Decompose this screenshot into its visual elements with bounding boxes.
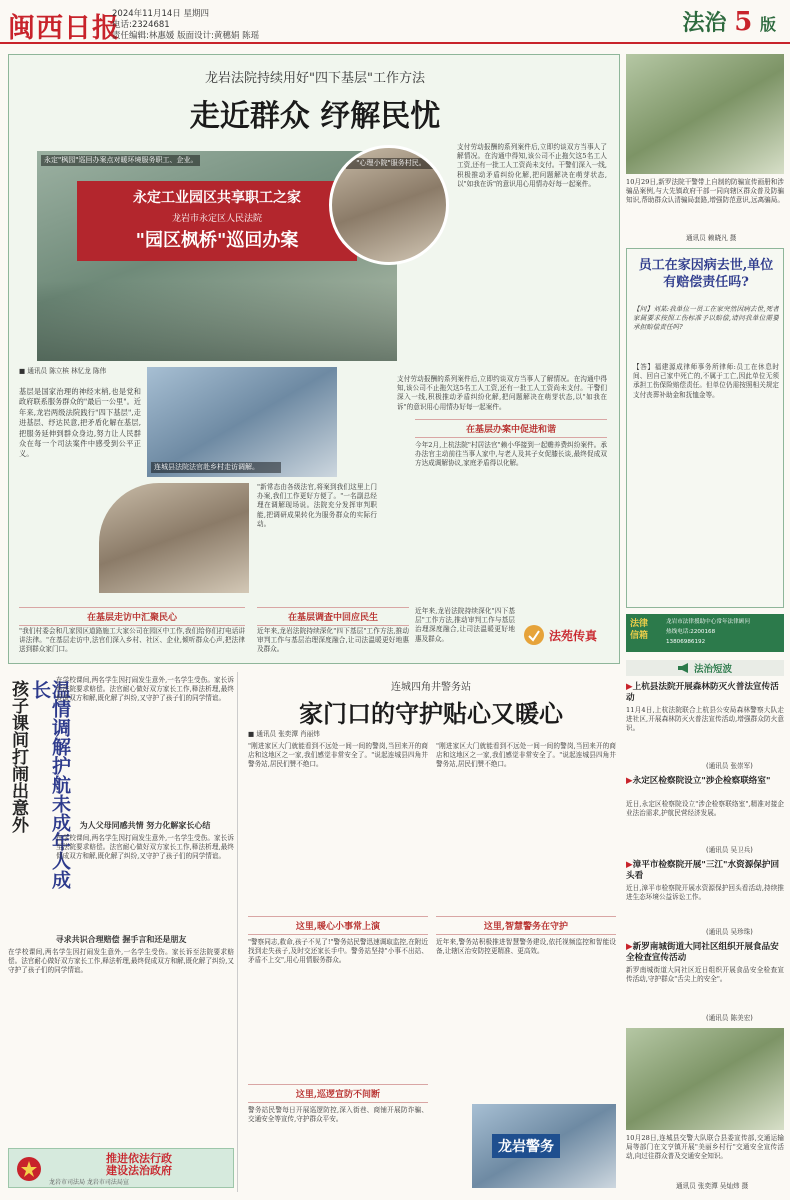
brief-1-text: 11月4日,上杭法院联合上杭县公安局森林警察大队走进社区,开展森林防灭火普法宣传活动,增强群众防火意识。	[626, 706, 784, 733]
rule-of-law-sub: 龙岩市司法局 龙岩市司法局宣	[49, 1179, 129, 1186]
lead-headline: 走近群众 纾解民忧	[189, 99, 441, 134]
lead-col-c2: 支付劳动报酬的系列案件后,立即约谈双方当事人了解情况。在沟通中得知,该公司不止拖欠这5名工人工资,还有一批工人工资尚未支付。干警们深入一线,积极推动矛盾纠纷化解,把问题解决在萌芽状态,以"如我在诉"的意识用心用情办好每一起案件。	[397, 375, 607, 411]
right-column	[626, 54, 784, 1194]
police-photo	[472, 1104, 616, 1188]
section-label	[683, 6, 776, 37]
megaphone-icon	[678, 663, 690, 673]
banner-sign	[77, 181, 357, 261]
brief-3-text: 近日,漳平市检察院开展水资源保护回头看活动,持续推进生态环境公益诉讼工作。	[626, 884, 784, 902]
juvenile-subheadline: 孩子课间打闹出意外	[8, 680, 28, 833]
legal-ad-line2: 热线电话:2200168	[666, 629, 716, 635]
newspaper-logo: 闽西日报	[8, 13, 120, 44]
lead-col-c: 支付劳动报酬的系列案件后,立即约谈双方当事人了解情况。在沟通中得知,该公司不止拖欠这5名工人工资,还有一批工人工资尚未支付。干警们深入一线,积极推动矛盾纠纷化解,把问题解决在萌芽状态,以"如我在诉"的意识用心用情办好每一起案件。	[457, 143, 607, 188]
brief-4-title	[626, 942, 784, 964]
police-col-2: 近年来,警务站积极推进智慧警务建设,依托视频监控和智能设备,让辖区治安防控更精准、更高效。	[436, 938, 616, 956]
editor-line: 责任编辑:林惠媛 版面设计:黄穗娟 陈瑶	[112, 31, 260, 41]
lead-kicker: 龙岩法院持续用好"四下基层"工作方法	[205, 71, 425, 86]
brief-2-title-text: 永定区检察院设立"涉企检察联络室"	[632, 776, 771, 786]
police-intro: "刚进家区大门就能看到不远处一间一间的警岗,当回来开的商店和这地区之一家,我们感觉非常安全了。"说起连城县四角井警务站,居民们赞不绝口。	[248, 742, 428, 769]
brief-4-title-text: 新罗南城街道大同社区组织开展食品安全检查宣传活动	[626, 942, 779, 963]
badge-icon	[523, 624, 545, 646]
brief-bullet-icon: ▶	[626, 776, 633, 786]
page-number: 5	[734, 7, 753, 37]
lead-subhead-2: 在基层调查中回应民生	[257, 607, 409, 626]
qa-box	[626, 248, 784, 608]
briefs-header	[626, 660, 784, 676]
juvenile-text-1: 在学校课间,两名学生因打闹发生意外,一名学生受伤。家长诉至法院要求赔偿。法官耐心做好双方家长工作,释法析理,最终促成双方和解,既化解了纠纷,又守护了孩子们的同学情谊。	[56, 676, 234, 703]
juvenile-sub-1: 为人父母同感共情 努力化解家长心结	[79, 820, 211, 830]
lead-badge	[523, 621, 609, 649]
right-photo-bottom	[626, 1028, 784, 1130]
lead-photo-second-caption: 连城县法院法官赴乡村走访调解。	[151, 462, 281, 473]
legal-ad-line1: 龙岩市法律援助中心常年法律顾问	[666, 619, 750, 625]
masthead-info	[112, 9, 372, 42]
page-suffix: 版	[759, 15, 776, 34]
phone-line: 电话:2324681	[112, 20, 170, 30]
police-subhead-2: 这里,智慧警务在守护	[436, 916, 616, 935]
issue-date: 2024年11月14日 星期四	[112, 9, 209, 19]
police-photo-sign: 龙岩警务	[492, 1134, 560, 1158]
badge-label: 法苑传真	[549, 628, 598, 643]
briefs-header-label: 法治短波	[693, 664, 732, 675]
lead-col-d: 今年2月,上杭法院"村居法官"赖小华接到一起赡养费纠纷案件。承办法官主动前往当事人家中,与老人及其子女促膝长谈,最终促成双方达成调解协议,家庭矛盾得以化解。	[415, 441, 607, 468]
lead-col-e: 近年来,龙岩法院持续深化"四下基层"工作方法,推动审判工作与基层治理深度融合,让司法温暖更好地惠及群众。	[415, 607, 515, 643]
brief-3-title-text: 漳平市检察院开展"三江"水资源保护回头看	[626, 860, 780, 881]
rule-of-law-box	[8, 1148, 234, 1188]
emblem-icon	[15, 1155, 43, 1183]
brief-2-credit: (通讯员 吴卫兵)	[706, 846, 753, 854]
police-subhead-3: 这里,巡逻宣防不间断	[248, 1084, 428, 1103]
brief-1-title	[626, 682, 784, 704]
brief-2-title	[626, 776, 784, 787]
brief-4-credit: (通讯员 陈美宏)	[706, 1014, 753, 1022]
legal-ad-line3: 13806986192	[666, 639, 706, 645]
lead-col-b: "新常态由各级法官,将案到我们这里上门办案,我们工作更好方便了。"一名副总经理在调解现场说。法院充分发挥审判职能,把调研成果转化为服务群众的实际行动。	[257, 483, 377, 528]
qa-question: 【问】刘某:我单位一员工在家突然因病去世,死者家属要求按照工伤标准予以赔偿,请问我单位需要承担赔偿责任吗?	[633, 305, 779, 332]
juvenile-headline: 温情调解护航未成年人成长	[29, 680, 71, 889]
brief-3-title	[626, 860, 784, 882]
police-byline: ■ 通讯员 张奕潭 肖丽炜	[248, 730, 320, 738]
right-photo-bottom-credit: 通讯员 张奕潭 吴灿炜 摄	[676, 1182, 749, 1190]
brief-3-credit: (通讯员 吴珍珠)	[706, 928, 753, 936]
brief-bullet-icon: ▶	[626, 682, 633, 692]
banner-sign-line1: 永定工业园区共享职工之家	[133, 190, 301, 206]
right-photo-top	[626, 54, 784, 174]
police-col-3: 警务站民警每日开展巡逻防控,深入街巷、商铺开展防诈骗、交通安全等宣传,守护群众平安。	[248, 1106, 428, 1124]
qa-title: 员工在家因病去世,单位有赔偿责任吗?	[638, 258, 774, 290]
banner-sign-line2: 龙岩市永定区人民法院	[171, 214, 262, 224]
police-subhead-1: 这里,暖心小事常上演	[248, 916, 428, 935]
brief-4-text: 新罗南城街道大同社区近日组织开展食品安全检查宣传活动,守护群众"舌尖上的安全"。	[626, 966, 784, 984]
brief-1-title-text: 上杭县法院开展森林防灭火普法宣传活动	[626, 682, 779, 703]
lead-photo-circle	[329, 145, 449, 265]
brief-2-text: 近日,永定区检察院设立"涉企检察联络室",精准对接企业法治需求,护航民营经济发展。	[626, 800, 784, 818]
police-headline: 家门口的守护贴心又暖心	[299, 699, 563, 728]
lead-intro: 基层是国家治理的神经末梢,也是党和政府联系服务群众的"最后一公里"。近年来,龙岩两级法院践行"四下基层",走进基层、纾达民意,把矛盾化解在基层,把服务延伸到群众身边,努力让人民群众在每一个司法案件中感受到公平正义。	[19, 387, 141, 459]
juvenile-story	[8, 672, 238, 1192]
lead-subhead-3: 在基层办案中促进和谐	[415, 419, 607, 438]
brief-bullet-icon: ▶	[626, 860, 633, 870]
police-col-2a: "刚进家区大门就能看到不远处一间一间的警岗,当回来开的商店和这地区之一家,我们感觉非常安全了。"说起连城县四角井警务站,居民们赞不绝口。	[436, 742, 616, 769]
lead-photo-circle-caption: "心理小院"服务村民。	[346, 158, 436, 169]
brief-1-credit: (通讯员 张崇军)	[706, 762, 753, 770]
masthead	[0, 0, 790, 44]
lead-byline: ■ 通讯员 陈立槟 林忆龙 陈伟	[19, 367, 107, 375]
juvenile-text-3: 在学校课间,两名学生因打闹发生意外,一名学生受伤。家长诉至法院要求赔偿。法官耐心做好双方家长工作,释法析理,最终促成双方和解,既化解了纠纷,又守护了孩子们的同学情谊。	[8, 948, 234, 975]
lead-photo-second	[147, 367, 337, 477]
legal-ad-title: 法律 信箱	[630, 619, 649, 641]
right-photo-bottom-caption: 10月28日,连城县交警大队联合县委宣传部,交通运输局等部门在文亨镇开展"美丽乡村行"交通安全宣传活动,向过往群众普及交通安全知识。	[626, 1134, 784, 1161]
lead-subhead-1: 在基层走访中汇聚民心	[19, 607, 245, 626]
qa-answer: 【答】福建源成律师事务所律师:员工在休息时间、回自己家中死亡的,不属于工亡,因此单位无须承担工伤保险赔偿责任。但单位仍需按照相关规定支付丧葬补助金和抚恤金等。	[633, 363, 779, 399]
right-photo-top-caption: 10月29日,新罗法院干警带上自制的防骗宣传画册和涉骗品案例,与大先镇政府干部一同向辖区群众普及防骗知识,帮助群众认清骗局套路,增强防范意识,远离骗局。	[626, 178, 784, 205]
rule-of-law-title: 推进依法行政 建设法治政府	[106, 1152, 172, 1177]
legal-ad	[626, 614, 784, 652]
police-kicker: 连城四角井警务站	[391, 682, 471, 693]
lead-story	[8, 54, 620, 664]
juvenile-text-2: 在学校课间,两名学生因打闹发生意外,一名学生受伤。家长诉至法院要求赔偿。法官耐心做好双方家长工作,释法析理,最终促成双方和解,既化解了纠纷,又守护了孩子们的同学情谊。	[56, 834, 234, 861]
section-name: 法治	[682, 10, 727, 36]
police-story	[242, 672, 620, 1192]
right-photo-top-credit: 通讯员 赖晓凡 摄	[686, 234, 737, 242]
people-row	[37, 281, 397, 361]
brief-bullet-icon: ▶	[626, 942, 633, 952]
banner-sign-line3: "园区枫桥"巡回办案	[135, 230, 299, 251]
lead-photo-main-caption: 永定"枫园"巡回办案点对暖环境服务职工、企业。	[41, 155, 200, 166]
lead-col-b2: 近年来,龙岩法院持续深化"四下基层"工作方法,推动审判工作与基层治理深度融合,让司法温暖更好地惠及群众。	[257, 627, 409, 654]
juvenile-sub-2: 寻求共识合理赔偿 握手言和还是朋友	[55, 934, 187, 944]
lead-col-a: "我们村委会和几家园区道路施工大家公司在园区中工作,我们给你们打电话讲讲法律。"在基层走访中,法官们深入乡村、社区、企业,倾听群众心声,把法律送到群众家门口。	[19, 627, 245, 654]
police-col-1: "警察同志,救命,孩子不见了!"警务站民警迅速调取监控,在附近找到走失孩子,及时交还家长手中。警务站坚持"小事不出站、矛盾不上交",用心用情服务群众。	[248, 938, 428, 965]
